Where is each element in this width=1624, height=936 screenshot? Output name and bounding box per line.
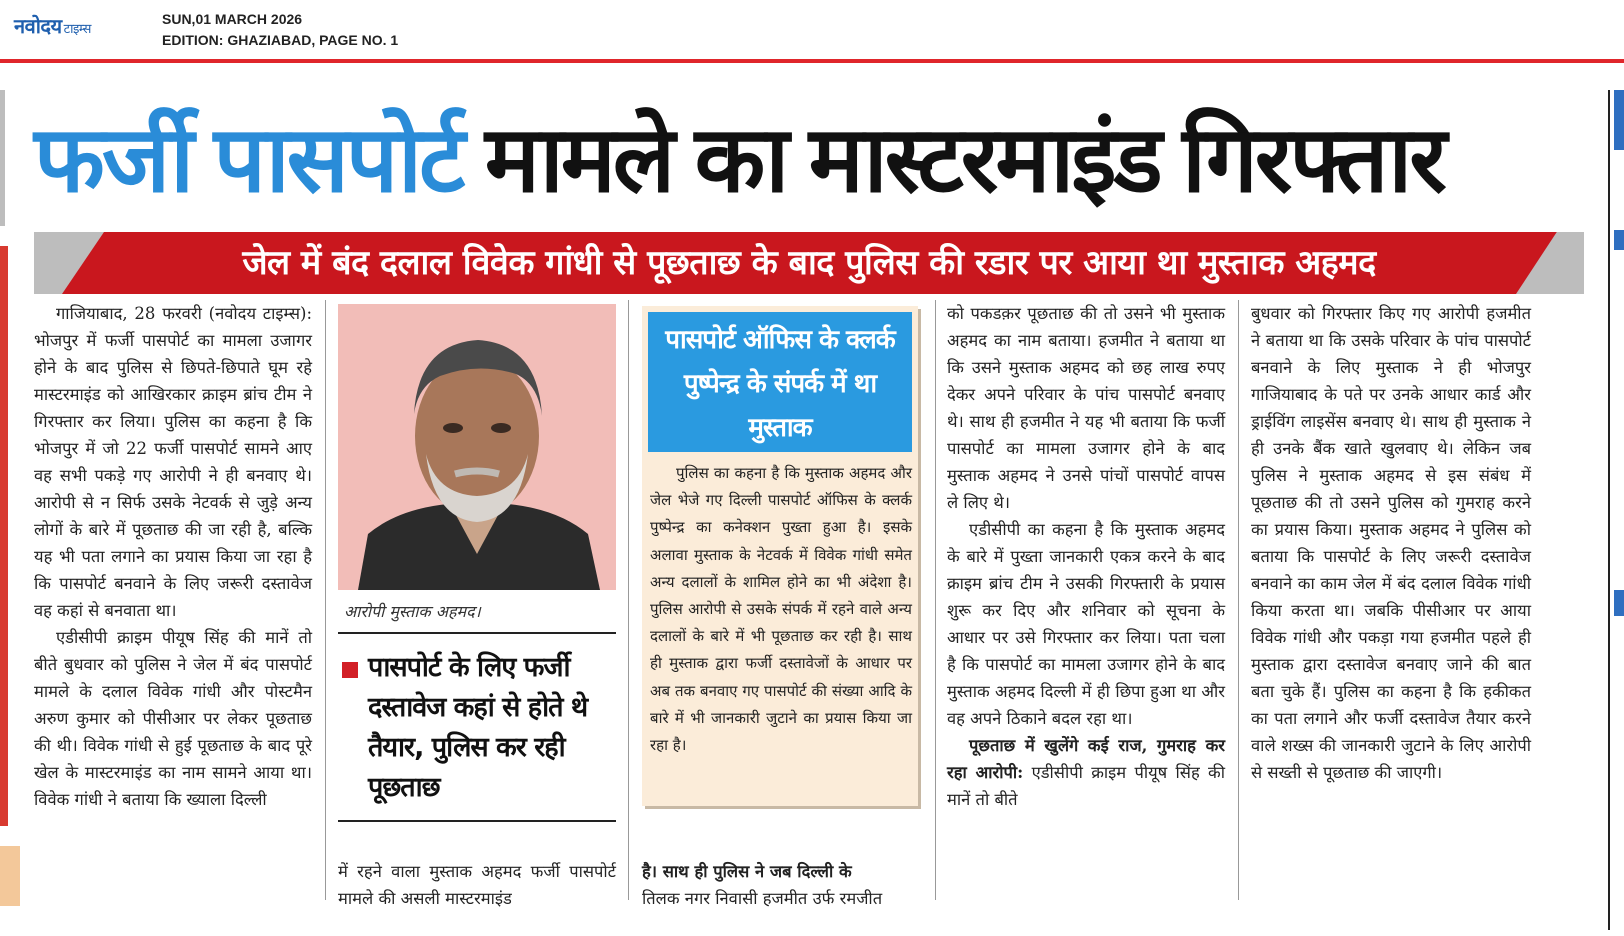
- paragraph: गाजियाबाद, 28 फरवरी (नवोदय टाइम्स): भोजपुर में फर्जी पासपोर्ट का मामला उजागर होने के बाद पुलिस से छिपते-छिपाते घूम रहे मास्टरमाइंड को आखिरकार क्राइम ब्रांच टीम ने गिरफ्तार कर लिया। पुलिस का कहना है कि भोजपुर में जो 22 फर्जी पासपोर्ट सामने आए वह सभी पकड़े गए आरोपी ने ही बनवाए थे। आरोपी से न सिर्फ उसके नेटवर्क से जुड़े अन्य लोगों के बारे में पूछताछ की जा रही है, बल्कि यह भी पता लगाने का प्रयास किया जा रहा है कि पासपोर्ट बनवाने के लिए जरूरी दस्तावेज वह कहां से बनवाता था।: [34, 304, 312, 620]
- red-square-icon: [342, 662, 358, 678]
- headline-blue-part: फर्जी पासपोर्ट: [34, 109, 463, 211]
- edition-info: [162, 9, 398, 51]
- article-column-5: [1251, 300, 1531, 786]
- sidebar-body: [650, 460, 912, 759]
- edition-date: SUN,01 MARCH 2026: [162, 11, 303, 27]
- pull-quote-text: पासपोर्ट के लिए फर्जी दस्तावेज कहां से होते थे तैयार, पुलिस कर रही पूछताछ: [368, 652, 588, 803]
- edition-page: EDITION: GHAZIABAD, PAGE NO. 1: [162, 32, 399, 48]
- column-rule: [935, 300, 936, 900]
- sidebar-title: [648, 312, 912, 452]
- logo-sub: टाइम्स: [63, 22, 91, 37]
- pull-quote-rule: [338, 820, 616, 822]
- sidebar-paragraph: पुलिस का कहना है कि मुस्ताक अहमद और जेल भेजे गए दिल्ली पासपोर्ट ऑफिस के क्लर्क पुष्पेन्द्र का कनेक्शन पुख्ता हुआ है। इसके अलावा मुस्ताक के नेटवर्क में विवेक गांधी समेत अन्य दलालों के शामिल होने का भी अंदेशा है। पुलिस आरोपी से उसके संपर्क में रहने वाले अन्य दलालों के बारे में भी पूछताछ कर रही है। साथ ही मुस्ताक द्वारा फर्जी दस्तावेजों के आधार पर अब तक बनवाए गए पासपोर्ट की संख्या आदि के बारे में भी जानकारी जुटाने का प्रयास किया जा रहा है।: [650, 464, 912, 755]
- sidebar-title-text: पासपोर्ट ऑफिस के क्लर्क पुष्पेन्द्र के संपर्क में था मुस्ताक: [665, 325, 895, 443]
- paragraph: एडीसीपी का कहना है कि मुस्ताक अहमद के बारे में पुख्ता जानकारी एकत्र करने के बाद क्राइम ब्रांच टीम ने उसकी गिरफ्तारी के प्रयास शुरू कर दिए और शनिवार को सूचना के आधार पर उसे गिरफ्तार कर लिया। पता चला है कि पासपोर्ट का मामला उजागर होने के बाद मुस्ताक अहमद दिल्ली में ही छिपा हुआ था और वह अपने ठिकाने बदल रहा था।: [947, 520, 1225, 728]
- adjacent-page-edge-right: [1608, 90, 1624, 930]
- edge-block: [1614, 590, 1624, 616]
- paragraph-text: एडीसीपी क्राइम पीयूष सिंह की मानें तो बीते: [947, 763, 1226, 809]
- person-portrait-icon: [338, 304, 616, 590]
- edge-block: [1614, 90, 1624, 150]
- paragraph: बुधवार को गिरफ्तार किए गए आरोपी हजमीत ने बताया था कि उसके परिवार के पांच पासपोर्ट बनवाने के लिए मुस्ताक ने ही भोजपुर गाजियाबाद के पते पर उनके आधार कार्ड और ड्राईविंग लाइसेंस बनवाए थे। साथ ही मुस्ताक ने ही उनके बैंक खाते खुलवाए थे। लेकिन जब पुलिस ने मुस्ताक अहमद से इस संबंध में पूछताछ की तो उसने पुलिस को गुमराह करने का प्रयास किया। मुस्ताक अहमद ने पुलिस को बताया कि पासपोर्ट के लिए जरूरी दस्तावेज बनवाने का काम जेल में बंद दलाल विवेक गांधी किया करता था। जबकि पीसीआर पर आया विवेक गांधी और पकड़ा गया हजमीत पहले ही मुस्ताक द्वारा दस्तावेज बनवाए जाने की बात बता चुके हैं। पुलिस का कहना है कि हकीकत का पता लगाने और फर्जी दस्तावेज तैयार करने वाले शख्स की जानकारी जुटाने के लिए आरोपी से सख्ती से पूछताछ की जाएगी।: [1251, 304, 1531, 782]
- masthead-divider: [0, 59, 1624, 63]
- column-rule: [325, 300, 326, 900]
- column-rule: [628, 300, 629, 900]
- column-2-continuation: में रहने वाला मुस्ताक अहमद फर्जी पासपोर्ट मामले की असली मास्टरमाइंड: [338, 862, 616, 908]
- article-column-4: [947, 300, 1225, 813]
- continuation-text: तिलक नगर निवासी हजमीत उर्फ रमजीत: [642, 889, 883, 908]
- accused-photo[interactable]: [338, 304, 616, 590]
- bold-lead: है। साथ ही पुलिस ने जब दिल्ली के: [642, 862, 852, 881]
- adjacent-page-edge-left: [0, 90, 5, 226]
- paragraph-with-subhead: [947, 732, 1225, 813]
- subheadline: जेल में बंद दलाल विवेक गांधी से पूछताछ के बाद पुलिस की रडार पर आया था मुस्ताक अहमद: [242, 243, 1376, 283]
- paragraph: को पकडक़र पूछताछ की तो उसने भी मुस्ताक अहमद का नाम बताया। हजमीत ने बताया था कि उसने मुस्ताक अहमद को छह लाख रुपए देकर अपने परिवार के पांच पासपोर्ट बनवाए थे। साथ ही हजमीत ने यह भी बताया कि फर्जी पासपोर्ट का मामला उजागर होने के बाद मुस्ताक अहमद ने उनसे पांचों पासपोर्ट वापस ले लिए थे।: [947, 304, 1225, 512]
- inline-subhead: पूछताछ में खुलेंगे कई राज, गुमराह कर रहा आरोपी:: [947, 736, 1225, 782]
- logo-main: नवोदय: [14, 14, 62, 38]
- column-3-continuation: [642, 858, 920, 912]
- paragraph: एडीसीपी क्राइम पीयूष सिंह की मानें तो बीते बुधवार को पुलिस ने जेल में बंद पासपोर्ट मामले के दलाल विवेक गांधी और पोस्टमैन अरुण कुमार को पीसीआर पर लेकर पूछताछ की थी। विवेक गांधी से हुई पूछताछ के बाद पूरे खेल के मास्टरमाइंड का नाम सामने आया था। विवेक गांधी ने बताया कि ख्याला दिल्ली: [34, 628, 312, 809]
- newspaper-logo[interactable]: [14, 12, 91, 39]
- photo-caption: आरोपी मुस्ताक अहमद।: [344, 602, 481, 621]
- masthead: [0, 0, 1624, 58]
- adjacent-page-edge-left-beige: [0, 846, 20, 906]
- article-column-1: [34, 300, 312, 813]
- column-rule: [1238, 300, 1239, 900]
- headline-black-part: मामले का मास्टरमाइंड गिरफ्तार: [484, 109, 1444, 211]
- edge-block: [1614, 230, 1624, 250]
- adjacent-page-edge-left-red: [0, 246, 8, 826]
- caption-rule: [338, 632, 616, 634]
- main-headline: [34, 100, 1594, 220]
